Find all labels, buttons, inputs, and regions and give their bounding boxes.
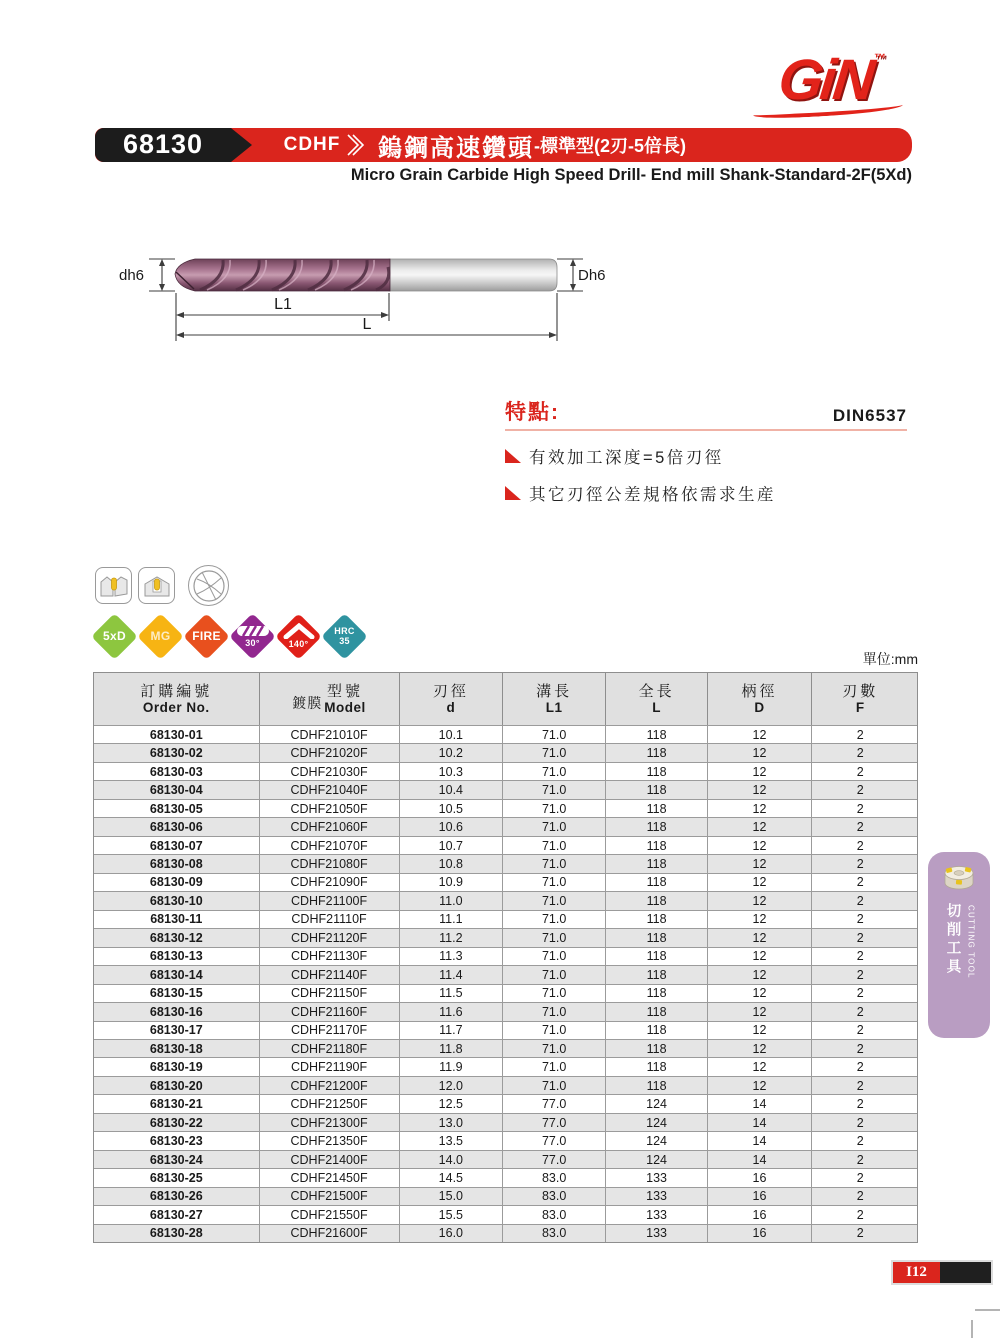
table-row xyxy=(94,1057,917,1075)
table-cell: 10.4 xyxy=(399,781,503,798)
table-cell: CDHF21070F xyxy=(259,837,399,854)
table-row xyxy=(94,928,917,946)
table-cell: CDHF21050F xyxy=(259,800,399,817)
table-cell: CDHF21080F xyxy=(259,855,399,872)
table-cell: 71.0 xyxy=(502,763,605,780)
table-cell: 16 xyxy=(707,1206,811,1223)
table-cell: 12 xyxy=(707,929,811,946)
triangle-bullet-icon xyxy=(505,449,521,463)
table-cell: 71.0 xyxy=(502,781,605,798)
table-cell: 118 xyxy=(605,726,707,743)
table-cell: 68130-09 xyxy=(149,875,203,890)
table-cell: 71.0 xyxy=(502,1022,605,1039)
crop-mark xyxy=(971,1320,973,1338)
column-header: 訂購編號 Order No. xyxy=(140,682,213,715)
table-cell: 2 xyxy=(811,726,909,743)
table-cell: 71.0 xyxy=(502,892,605,909)
table-cell: 83.0 xyxy=(502,1188,605,1205)
table-cell: CDHF21180F xyxy=(259,1040,399,1057)
table-row xyxy=(94,780,917,798)
table-cell: 12.0 xyxy=(399,1077,503,1094)
table-cell: 68130-05 xyxy=(149,801,203,816)
table-cell: 2 xyxy=(811,929,909,946)
table-row xyxy=(94,1168,917,1186)
table-cell: CDHF21020F xyxy=(259,744,399,761)
table-cell: 68130-03 xyxy=(149,764,203,779)
table-cell: 77.0 xyxy=(502,1132,605,1149)
table-cell: 16 xyxy=(707,1169,811,1186)
table-header xyxy=(94,673,917,725)
table-cell: 68130-12 xyxy=(149,930,203,945)
table-row xyxy=(94,1205,917,1223)
table-cell: 71.0 xyxy=(502,874,605,891)
table-cell: CDHF21130F xyxy=(259,948,399,965)
table-cell: 11.8 xyxy=(399,1040,503,1057)
section-banner xyxy=(95,128,912,162)
table-cell: 124 xyxy=(605,1114,707,1131)
table-cell: 83.0 xyxy=(502,1206,605,1223)
table-row xyxy=(94,725,917,743)
table-cell: 10.5 xyxy=(399,800,503,817)
table-cell: 12 xyxy=(707,763,811,780)
table-row xyxy=(94,1187,917,1205)
table-row xyxy=(94,762,917,780)
table-row xyxy=(94,1002,917,1020)
table-cell: 68130-07 xyxy=(149,838,203,853)
table-row xyxy=(94,1224,917,1242)
table-cell: 68130-01 xyxy=(149,727,203,742)
table-row xyxy=(94,817,917,835)
table-cell: 10.3 xyxy=(399,763,503,780)
table-cell: 71.0 xyxy=(502,948,605,965)
column-header: 刃數 F xyxy=(811,673,909,725)
table-row xyxy=(94,891,917,909)
table-cell: 2 xyxy=(811,1095,909,1112)
features-title: 特點: xyxy=(505,401,560,424)
table-cell: 118 xyxy=(605,911,707,928)
table-row xyxy=(94,965,917,983)
table-cell: 11.7 xyxy=(399,1022,503,1039)
code-badge-arrow xyxy=(231,128,252,162)
table-cell: 2 xyxy=(811,800,909,817)
table-cell: 12 xyxy=(707,1077,811,1094)
table-cell: 14.5 xyxy=(399,1169,503,1186)
table-cell: 68130-24 xyxy=(149,1152,203,1167)
milling-cutter-icon xyxy=(939,861,979,895)
table-cell: 68130-28 xyxy=(149,1226,203,1241)
table-cell: 118 xyxy=(605,1022,707,1039)
table-cell: 2 xyxy=(811,911,909,928)
table-cell: 14.0 xyxy=(399,1151,503,1168)
table-cell: CDHF21500F xyxy=(259,1188,399,1205)
table-cell: 68130-21 xyxy=(149,1097,203,1112)
table-cell: 118 xyxy=(605,966,707,983)
process-icon-row xyxy=(95,565,229,606)
badge-mg: MG xyxy=(137,613,184,660)
drill-point-view-icon xyxy=(188,565,229,606)
category-labels xyxy=(943,903,976,979)
table-cell: 13.5 xyxy=(399,1132,503,1149)
slot-hole-workpiece-icon xyxy=(138,567,175,604)
table-body xyxy=(94,725,917,1242)
table-cell: 68130-27 xyxy=(149,1207,203,1222)
table-cell: 71.0 xyxy=(502,985,605,1002)
badge-fire: FIRE xyxy=(183,613,230,660)
table-cell: 124 xyxy=(605,1095,707,1112)
table-cell: 10.9 xyxy=(399,874,503,891)
table-cell: 12 xyxy=(707,837,811,854)
badge-point-140: 140° xyxy=(275,613,322,660)
table-cell: 10.8 xyxy=(399,855,503,872)
table-cell: CDHF21100F xyxy=(259,892,399,909)
table-cell: 14 xyxy=(707,1151,811,1168)
table-cell: 68130-04 xyxy=(149,783,203,798)
table-cell: 10.6 xyxy=(399,818,503,835)
table-cell: 71.0 xyxy=(502,1003,605,1020)
banner-title-main: 鎢鋼高速鑽頭 xyxy=(378,134,534,162)
table-cell: 12 xyxy=(707,1058,811,1075)
table-row xyxy=(94,1131,917,1149)
table-cell: 71.0 xyxy=(502,929,605,946)
table-cell: 2 xyxy=(811,985,909,1002)
table-cell: 12 xyxy=(707,1022,811,1039)
table-cell: 11.5 xyxy=(399,985,503,1002)
table-row xyxy=(94,1021,917,1039)
table-cell: 11.4 xyxy=(399,966,503,983)
table-row xyxy=(94,854,917,872)
banner-title-sub: -標準型(2刃-5倍長) xyxy=(534,136,686,156)
table-cell: 71.0 xyxy=(502,726,605,743)
table-cell: 118 xyxy=(605,818,707,835)
table-cell: 133 xyxy=(605,1225,707,1242)
table-cell: 12 xyxy=(707,744,811,761)
table-cell: 68130-16 xyxy=(149,1004,203,1019)
table-cell: 124 xyxy=(605,1151,707,1168)
table-cell: 11.1 xyxy=(399,911,503,928)
table-cell: 68130-20 xyxy=(149,1078,203,1093)
triangle-bullet-icon xyxy=(505,486,521,500)
table-cell: 2 xyxy=(811,837,909,854)
table-cell: 133 xyxy=(605,1188,707,1205)
table-cell: 2 xyxy=(811,1151,909,1168)
table-cell: CDHF21450F xyxy=(259,1169,399,1186)
table-cell: 118 xyxy=(605,874,707,891)
banner-title xyxy=(378,128,686,162)
feature-item: 其它刃徑公差規格依需求生産 xyxy=(505,481,907,505)
table-cell: 2 xyxy=(811,966,909,983)
table-cell: 77.0 xyxy=(502,1151,605,1168)
table-cell: 14 xyxy=(707,1095,811,1112)
brand-logo xyxy=(735,48,925,118)
table-cell: 68130-13 xyxy=(149,949,203,964)
table-cell: 12 xyxy=(707,966,811,983)
table-cell: CDHF21170F xyxy=(259,1022,399,1039)
table-cell: 118 xyxy=(605,948,707,965)
badge-5xd: 5xD xyxy=(91,613,138,660)
table-cell: 11.9 xyxy=(399,1058,503,1075)
series-code: CDHF xyxy=(283,134,341,155)
table-cell: 11.2 xyxy=(399,929,503,946)
table-cell: CDHF21030F xyxy=(259,763,399,780)
badge-helix-30: 30° xyxy=(229,613,276,660)
table-cell: CDHF21300F xyxy=(259,1114,399,1131)
table-row xyxy=(94,1113,917,1131)
table-cell: CDHF21190F xyxy=(259,1058,399,1075)
table-cell: 12.5 xyxy=(399,1095,503,1112)
table-cell: 2 xyxy=(811,1225,909,1242)
table-row xyxy=(94,1076,917,1094)
table-cell: 118 xyxy=(605,800,707,817)
table-cell: 14 xyxy=(707,1132,811,1149)
column-header: 溝長 L1 xyxy=(502,673,605,725)
label-L: L xyxy=(362,316,372,333)
table-cell: 68130-06 xyxy=(149,820,203,835)
crop-mark xyxy=(975,1309,1000,1311)
label-dh6: dh6 xyxy=(119,267,145,284)
table-cell: 71.0 xyxy=(502,1040,605,1057)
table-cell: 10.1 xyxy=(399,726,503,743)
table-cell: 2 xyxy=(811,855,909,872)
table-cell: 2 xyxy=(811,1114,909,1131)
table-cell: 68130-26 xyxy=(149,1189,203,1204)
table-cell: CDHF21010F xyxy=(259,726,399,743)
table-cell: 118 xyxy=(605,837,707,854)
table-row xyxy=(94,1094,917,1112)
table-cell: 118 xyxy=(605,763,707,780)
table-cell: 68130-17 xyxy=(149,1023,203,1038)
table-cell: CDHF21350F xyxy=(259,1132,399,1149)
table-cell: 15.0 xyxy=(399,1188,503,1205)
badge-hrc35: HRC 35 xyxy=(321,613,368,660)
table-cell: 118 xyxy=(605,1058,707,1075)
table-cell: 68130-14 xyxy=(149,967,203,982)
brand-logo-text: GiN™ xyxy=(776,48,884,112)
units-note: 單位:mm xyxy=(862,651,918,667)
logo-swoosh xyxy=(753,100,903,120)
table-cell: 12 xyxy=(707,800,811,817)
category-label-zh: 切削工具 xyxy=(944,903,961,977)
table-cell: 2 xyxy=(811,1003,909,1020)
table-cell: 12 xyxy=(707,911,811,928)
table-cell: CDHF21200F xyxy=(259,1077,399,1094)
table-cell: 15.5 xyxy=(399,1206,503,1223)
table-cell: CDHF21040F xyxy=(259,781,399,798)
drill-shank xyxy=(389,259,557,291)
din-standard: DIN6537 xyxy=(832,406,907,425)
table-cell: 2 xyxy=(811,763,909,780)
table-cell: 2 xyxy=(811,1188,909,1205)
table-cell: 118 xyxy=(605,781,707,798)
table-cell: 12 xyxy=(707,1040,811,1057)
table-cell: 13.0 xyxy=(399,1114,503,1131)
table-cell: 12 xyxy=(707,892,811,909)
category-label-en: CUTTING TOOL xyxy=(966,905,976,979)
column-header: 鍍膜 型號 Model xyxy=(259,673,399,725)
table-cell: 118 xyxy=(605,985,707,1002)
table-cell: 83.0 xyxy=(502,1225,605,1242)
table-cell: 71.0 xyxy=(502,818,605,835)
features-header xyxy=(505,396,907,431)
table-cell: 68130-22 xyxy=(149,1115,203,1130)
table-cell: 11.3 xyxy=(399,948,503,965)
table-cell: CDHF21550F xyxy=(259,1206,399,1223)
table-cell: 2 xyxy=(811,818,909,835)
column-header: 刃徑 d xyxy=(399,673,503,725)
table-cell: 12 xyxy=(707,985,811,1002)
table-cell: 10.7 xyxy=(399,837,503,854)
table-cell: 118 xyxy=(605,892,707,909)
table-cell: CDHF21120F xyxy=(259,929,399,946)
english-subtitle: Micro Grain Carbide High Speed Drill- End mill Shank-Standard-2F(5Xd) xyxy=(350,166,912,184)
side-hole-workpiece-icon xyxy=(95,567,132,604)
table-cell: 12 xyxy=(707,874,811,891)
table-cell: 71.0 xyxy=(502,855,605,872)
table-cell: 68130-08 xyxy=(149,857,203,872)
table-cell: 2 xyxy=(811,781,909,798)
table-row xyxy=(94,743,917,761)
table-row xyxy=(94,799,917,817)
table-cell: 124 xyxy=(605,1132,707,1149)
table-cell: 68130-18 xyxy=(149,1041,203,1056)
page-number-badge xyxy=(893,1262,991,1283)
features-section xyxy=(505,396,907,505)
spec-table xyxy=(93,672,918,1243)
table-cell: CDHF21400F xyxy=(259,1151,399,1168)
table-cell: CDHF21600F xyxy=(259,1225,399,1242)
table-cell: 83.0 xyxy=(502,1169,605,1186)
table-cell: 133 xyxy=(605,1169,707,1186)
table-cell: 12 xyxy=(707,818,811,835)
label-L1: L1 xyxy=(274,296,292,313)
table-cell: 118 xyxy=(605,1003,707,1020)
page-badge-bar xyxy=(940,1262,991,1283)
drill-dimension-diagram xyxy=(105,243,615,348)
table-cell: 14 xyxy=(707,1114,811,1131)
table-cell: 11.0 xyxy=(399,892,503,909)
table-cell: 2 xyxy=(811,1077,909,1094)
table-cell: 2 xyxy=(811,1206,909,1223)
table-cell: 11.6 xyxy=(399,1003,503,1020)
table-cell: 68130-19 xyxy=(149,1060,203,1075)
table-row xyxy=(94,873,917,891)
table-cell: CDHF21110F xyxy=(259,911,399,928)
table-cell: 2 xyxy=(811,948,909,965)
table-cell: 12 xyxy=(707,948,811,965)
table-cell: 71.0 xyxy=(502,1077,605,1094)
table-cell: 2 xyxy=(811,1169,909,1186)
feature-item: 有效加工深度=5倍刃徑 xyxy=(505,444,907,468)
table-cell: 12 xyxy=(707,726,811,743)
table-cell: 77.0 xyxy=(502,1095,605,1112)
table-cell: 68130-10 xyxy=(149,893,203,908)
table-cell: CDHF21090F xyxy=(259,874,399,891)
trademark-symbol: ™ xyxy=(873,51,884,65)
category-side-tab xyxy=(928,852,990,1038)
table-cell: 68130-25 xyxy=(149,1170,203,1185)
product-code-badge: 68130 xyxy=(95,128,231,162)
table-cell: 12 xyxy=(707,1003,811,1020)
table-cell: 2 xyxy=(811,1058,909,1075)
table-cell: CDHF21060F xyxy=(259,818,399,835)
table-cell: 71.0 xyxy=(502,1058,605,1075)
table-cell: 71.0 xyxy=(502,800,605,817)
table-row xyxy=(94,836,917,854)
table-row xyxy=(94,910,917,928)
table-row xyxy=(94,1150,917,1168)
table-cell: 77.0 xyxy=(502,1114,605,1131)
chevron-right-icon xyxy=(345,133,365,157)
table-cell: 2 xyxy=(811,1132,909,1149)
column-header: 柄徑 D xyxy=(707,673,811,725)
table-cell: 2 xyxy=(811,1022,909,1039)
table-row xyxy=(94,947,917,965)
table-cell: 68130-23 xyxy=(149,1134,203,1149)
table-cell: 2 xyxy=(811,744,909,761)
page-number: I12 xyxy=(893,1262,940,1283)
table-cell: 71.0 xyxy=(502,966,605,983)
table-cell: 68130-15 xyxy=(149,986,203,1001)
table-cell: CDHF21150F xyxy=(259,985,399,1002)
table-cell: 16 xyxy=(707,1188,811,1205)
table-cell: 118 xyxy=(605,929,707,946)
table-row xyxy=(94,984,917,1002)
table-cell: 12 xyxy=(707,781,811,798)
table-cell: 118 xyxy=(605,1040,707,1057)
table-cell: 2 xyxy=(811,874,909,891)
column-header: 全長 L xyxy=(605,673,707,725)
table-cell: 118 xyxy=(605,855,707,872)
table-cell: 12 xyxy=(707,855,811,872)
table-cell: 68130-11 xyxy=(150,912,203,927)
table-cell: 71.0 xyxy=(502,837,605,854)
table-cell: 16.0 xyxy=(399,1225,503,1242)
table-cell: 2 xyxy=(811,1040,909,1057)
table-cell: CDHF21250F xyxy=(259,1095,399,1112)
table-cell: 118 xyxy=(605,744,707,761)
table-cell: 10.2 xyxy=(399,744,503,761)
table-cell: 71.0 xyxy=(502,744,605,761)
table-cell: 71.0 xyxy=(502,911,605,928)
table-cell: 68130-02 xyxy=(149,746,203,761)
table-cell: 16 xyxy=(707,1225,811,1242)
label-Dh6: Dh6 xyxy=(578,267,606,284)
table-row xyxy=(94,1039,917,1057)
table-cell: CDHF21160F xyxy=(259,1003,399,1020)
table-cell: 2 xyxy=(811,892,909,909)
table-cell: CDHF21140F xyxy=(259,966,399,983)
table-cell: 118 xyxy=(605,1077,707,1094)
table-cell: 133 xyxy=(605,1206,707,1223)
